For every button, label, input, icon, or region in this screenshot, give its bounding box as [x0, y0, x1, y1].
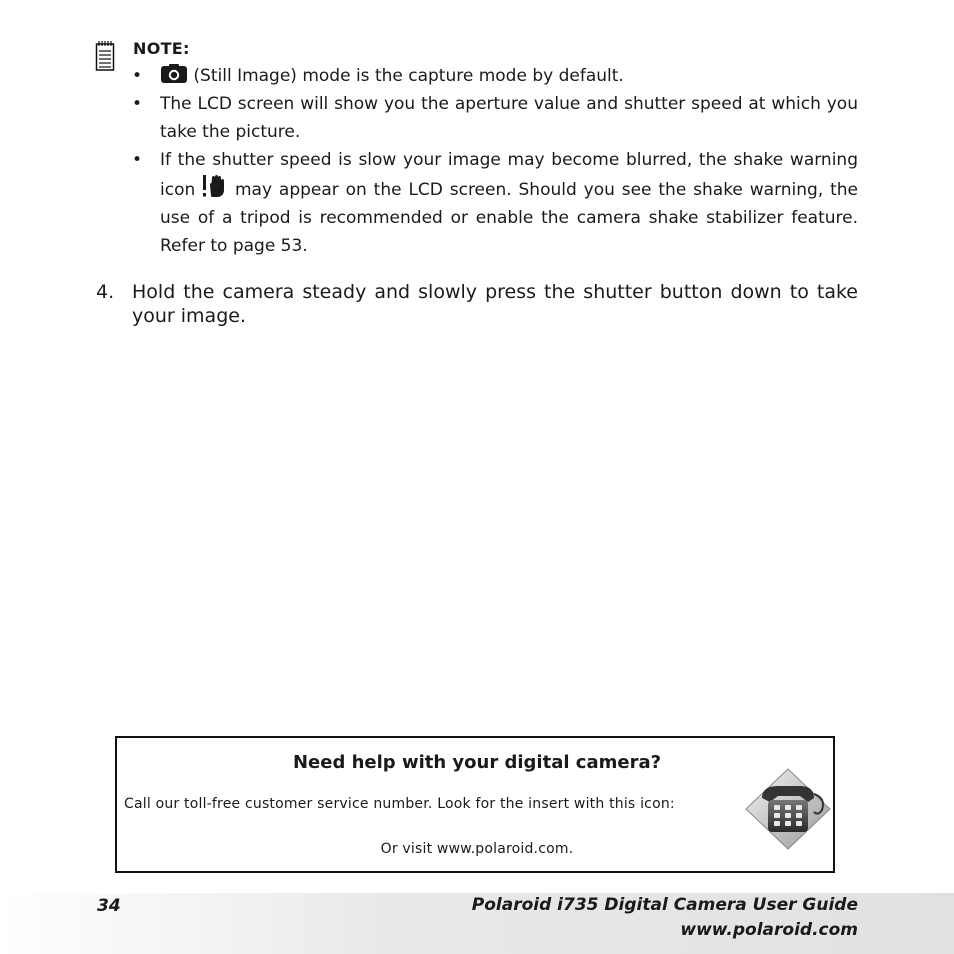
note-bullet-3-text-before: If the shutter speed is slow your image may become blurred, the shake warning icon [160, 150, 858, 200]
bullet-dot: • [132, 66, 143, 86]
page-number: 34 [97, 896, 121, 916]
bullet-dot: • [132, 150, 143, 170]
note-bullet-3-text-after: may appear on the LCD screen. Should you see the shake warning, the use of a tripod is recommended or enable the camera shake stabilizer feature. Refer to page 53. [160, 180, 859, 256]
note-bullet-3 [130, 146, 858, 260]
bullet-dot: • [132, 94, 143, 114]
note-bullet-2 [130, 90, 858, 146]
help-title: Need help with your digital camera? [292, 752, 662, 773]
guide-title: Polaroid i735 Digital Camera User Guide [471, 895, 858, 915]
camera-icon [160, 64, 188, 84]
help-box [115, 736, 835, 873]
telephone-icon [744, 768, 832, 850]
shake-warning-hand-icon [202, 174, 228, 198]
help-visit: Or visit www.polaroid.com. [380, 841, 574, 857]
help-line: Call our toll-free customer service number. Look for the insert with this icon: [124, 796, 675, 812]
note-bullet-2-text: The LCD screen will show you the aperture value and shutter speed at which you take the picture. [160, 94, 858, 142]
step-text: Hold the camera steady and slowly press the shutter button down to take your image. [132, 281, 858, 327]
guide-url: www.polaroid.com [680, 920, 858, 940]
step-number: 4. [96, 281, 115, 303]
notepad-icon [95, 40, 115, 72]
note-bullet-1 [130, 62, 858, 90]
note-bullets [130, 62, 858, 260]
note-title: NOTE: [133, 39, 190, 58]
note-bullet-1-text: (Still Image) mode is the capture mode by default. [193, 66, 624, 86]
step-4 [96, 280, 858, 328]
